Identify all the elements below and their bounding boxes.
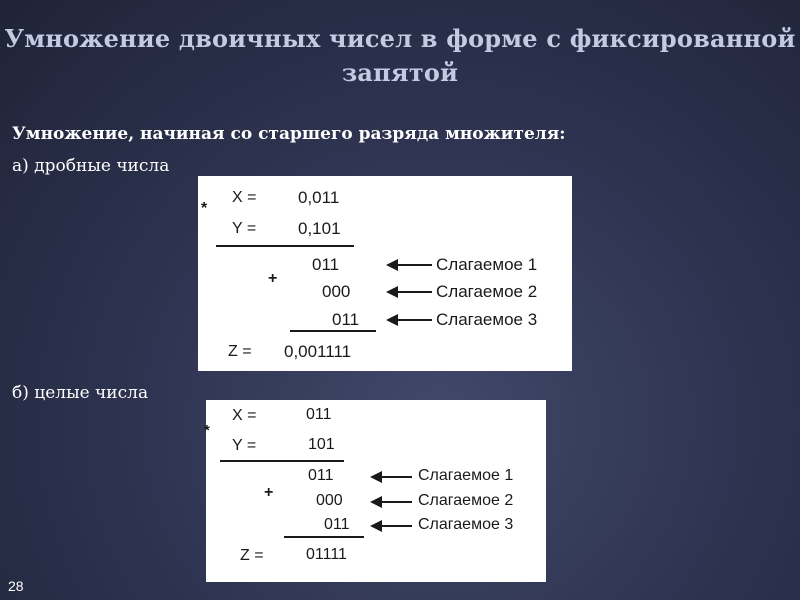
- addend-3-value: 011: [332, 310, 360, 329]
- y-label: Y =: [232, 220, 257, 237]
- addend-3-value: 011: [324, 516, 350, 533]
- z-label: Z =: [228, 343, 252, 360]
- case-b-panel: [206, 400, 546, 582]
- y-value: 0,101: [298, 219, 341, 238]
- z-value: 01111: [306, 546, 347, 563]
- x-label: X =: [232, 189, 257, 206]
- multiply-sign: *: [204, 422, 210, 439]
- case-b-label: б) целые числа: [12, 383, 149, 403]
- x-value: 011: [306, 406, 332, 423]
- separator-line: [290, 330, 376, 332]
- arrow-left-icon: [370, 520, 412, 532]
- separator-line: [216, 245, 354, 247]
- separator-line: [284, 536, 364, 538]
- arrow-left-icon: [370, 496, 412, 508]
- y-value: 101: [308, 436, 335, 453]
- addend-2-value: 000: [322, 282, 351, 301]
- case-a-panel: [198, 176, 572, 371]
- arrow-left-icon: [386, 314, 432, 326]
- z-value: 0,001111: [284, 342, 352, 361]
- addend-3-label: Слагаемое 3: [436, 310, 538, 329]
- slide-title: Умножение двоичных чисел в форме с фиксированной запятой: [4, 24, 796, 87]
- addend-1-label: Слагаемое 1: [436, 255, 538, 274]
- addend-3-label: Слагаемое 3: [418, 516, 514, 533]
- case-a-label: а) дробные числа: [12, 156, 170, 176]
- arrow-left-icon: [370, 471, 412, 483]
- arrow-left-icon: [386, 259, 432, 271]
- arrow-left-icon: [386, 286, 432, 298]
- y-label: Y =: [232, 437, 257, 454]
- z-label: Z =: [240, 547, 264, 564]
- x-value: 0,011: [298, 188, 340, 207]
- multiply-sign: *: [201, 200, 208, 217]
- addend-2-label: Слагаемое 2: [436, 282, 538, 301]
- addend-1-value: 011: [308, 467, 334, 484]
- addend-2-value: 000: [316, 492, 343, 509]
- subtitle: Умножение, начиная со старшего разряда множителя:: [12, 124, 566, 144]
- addend-1-value: 011: [312, 255, 340, 274]
- plus-sign: +: [268, 270, 278, 287]
- separator-line: [220, 460, 344, 462]
- addend-1-label: Слагаемое 1: [418, 467, 514, 484]
- page-number: 28: [8, 578, 24, 594]
- x-label: X =: [232, 407, 257, 424]
- plus-sign: +: [264, 484, 274, 501]
- addend-2-label: Слагаемое 2: [418, 492, 514, 509]
